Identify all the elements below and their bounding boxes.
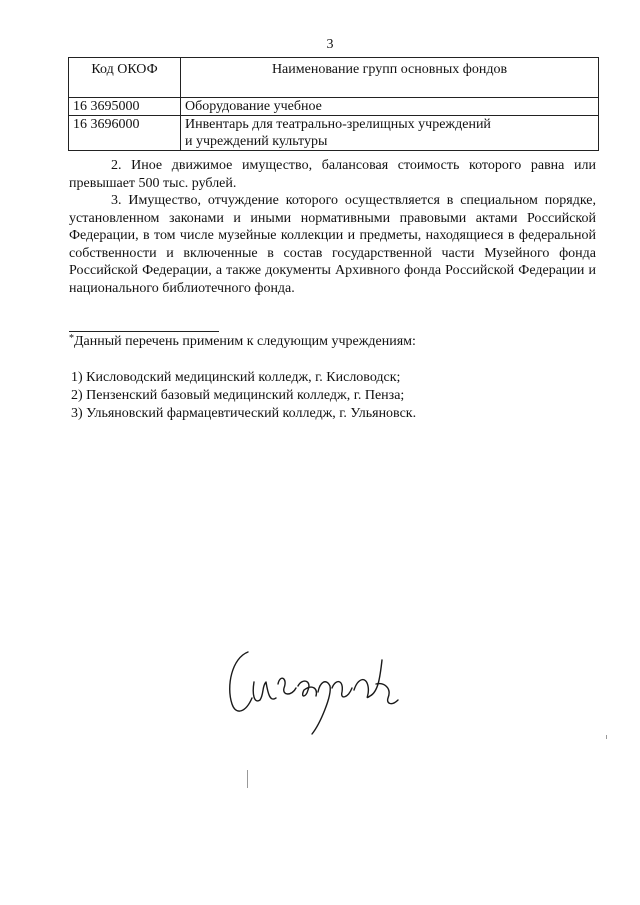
page-number: 3 — [326, 37, 334, 52]
footnote — [69, 333, 416, 350]
footnote-text: Данный перечень применим к следующим учреждениям: — [74, 334, 416, 349]
paragraph-3: 3. Имущество, отчуждение которого осуществляется в специальном порядке, установленном законами и иными нормативными правовыми актами Российской Федерации, в том числе музейные коллекции и предметы, находящиеся в федеральной собственности и включенные в состав государственной части Музейного фонда Российской Федерации, а также документы Архивного фонда Российской Федерации и национального библиотечного фонда. — [69, 193, 596, 296]
footnote-divider — [69, 331, 219, 332]
scan-artifact — [606, 735, 607, 739]
table-header-row — [69, 58, 599, 98]
group-name-line: Оборудование учебное — [185, 99, 322, 114]
okof-code-cell: 16 3695000 — [69, 98, 181, 116]
okof-code-cell: 16 3696000 — [69, 116, 181, 151]
table-row — [69, 116, 599, 151]
group-name-line: Инвентарь для театрально-зрелищных учреждений — [185, 117, 491, 132]
list-item: 1) Кисловодский медицинский колледж, г. Кисловодск; — [71, 370, 401, 385]
table-row — [69, 98, 599, 116]
group-name-line: и учреждений культуры — [185, 134, 328, 149]
header-group-name: Наименование групп основных фондов — [181, 58, 599, 98]
handwritten-signature — [220, 638, 410, 748]
footnote-marker: * — [69, 333, 74, 344]
header-okof-code: Код ОКОФ — [69, 58, 181, 98]
paragraph-2: 2. Иное движимое имущество, балансовая стоимость которого равна или превышает 500 тыс. рублей. — [69, 158, 596, 191]
list-item: 3) Ульяновский фармацевтический колледж, г. Ульяновск. — [71, 406, 417, 421]
institution-list — [71, 369, 416, 423]
scan-artifact — [247, 770, 248, 788]
okof-table — [68, 57, 599, 151]
group-name-cell — [181, 116, 599, 151]
list-item: 2) Пензенский базовый медицинский колледж, г. Пенза; — [71, 388, 405, 403]
group-name-cell — [181, 98, 599, 116]
